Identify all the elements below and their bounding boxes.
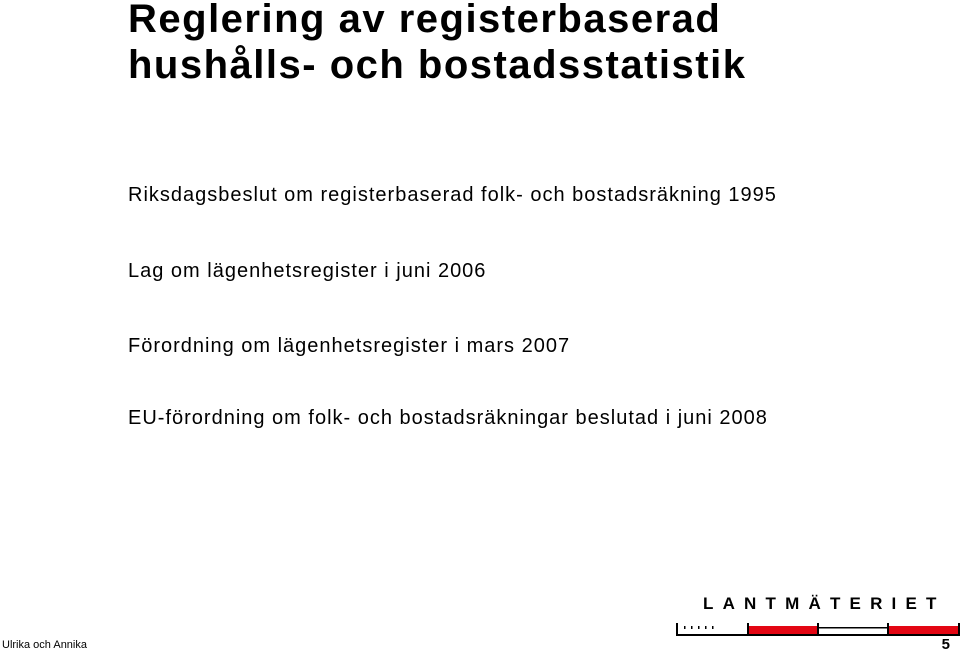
- footer-authors: Ulrika och Annika: [2, 639, 87, 651]
- bullet-item: EU-förordning om folk- och bostadsräkningar beslutad i juni 2008: [128, 407, 768, 429]
- bullet-item: Riksdagsbeslut om registerbaserad folk- och bostadsräkning 1995: [128, 184, 777, 206]
- bullet-item: Förordning om lägenhetsregister i mars 2007: [128, 335, 571, 357]
- logo-scale-bar-icon: [676, 620, 960, 636]
- scale-segment-red: [748, 626, 818, 634]
- scale-segment-red: [888, 626, 960, 634]
- lantmateriet-logo-text: LANTMÄTERIET: [703, 594, 946, 613]
- slide-title: [128, 0, 746, 88]
- slide-title-line-1: Reglering av registerbaserad: [128, 0, 722, 41]
- page-number: 5: [941, 636, 950, 653]
- slide-title-line-2: hushålls- och bostadsstatistik: [128, 43, 747, 87]
- bullet-item: Lag om lägenhetsregister i juni 2006: [128, 260, 487, 282]
